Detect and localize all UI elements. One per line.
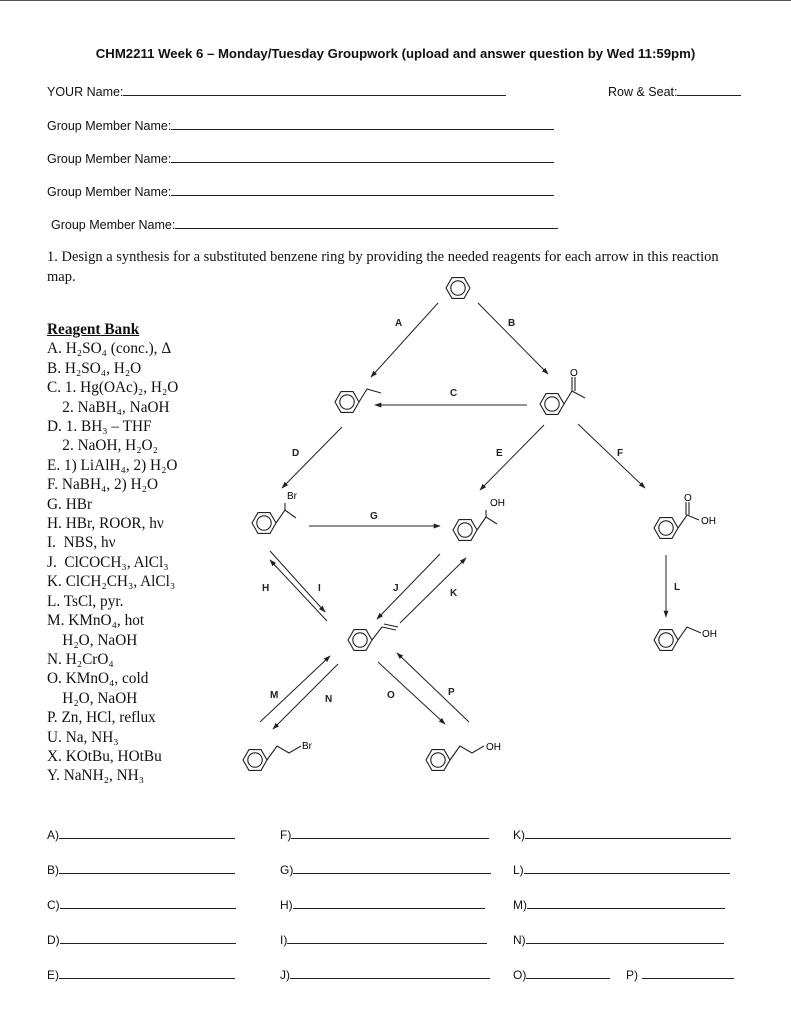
answer-label: A)	[47, 828, 59, 842]
arrow-i	[270, 551, 325, 612]
answer-label: E)	[47, 968, 59, 982]
answer-line[interactable]	[59, 966, 235, 979]
atom-label: O	[684, 493, 692, 504]
map-label-a: A	[395, 318, 403, 329]
answer-line[interactable]	[293, 896, 485, 909]
row-seat-label: Row & Seat:	[608, 85, 678, 99]
styrene-structure	[348, 624, 398, 650]
atom-label: OH	[702, 629, 717, 640]
arrow-e	[480, 425, 544, 490]
answer-j[interactable]	[280, 966, 490, 982]
map-label-o: O	[387, 690, 395, 701]
group-member-label: Group Member Name:	[47, 185, 172, 199]
reagent-item: E. 1) LiAlH₄, 2) H₂O	[47, 456, 178, 474]
benzene-structure	[446, 278, 470, 299]
benzoic-acid-structure	[654, 502, 699, 538]
reagent-item: M. KMnO₄, hot	[47, 612, 145, 630]
answer-h[interactable]	[280, 896, 485, 912]
answer-line[interactable]	[525, 826, 731, 839]
answer-line[interactable]	[642, 966, 734, 979]
reagent-item: B. H₂SO₄, H₂O	[47, 359, 142, 377]
answer-label: L)	[513, 863, 524, 877]
reagent-item: G. HBr	[47, 495, 93, 513]
answer-line[interactable]	[59, 826, 235, 839]
reagent-item: A. H₂SO₄ (conc.), Δ	[47, 340, 172, 358]
map-label-k: K	[450, 588, 458, 599]
atom-label: OH	[701, 516, 716, 527]
arrow-f	[578, 424, 645, 488]
arrow-d	[282, 427, 342, 488]
map-label-i: I	[318, 583, 321, 594]
reagent-item: L. TsCl, pyr.	[47, 592, 124, 610]
answer-label: M)	[513, 898, 527, 912]
answer-line[interactable]	[60, 931, 236, 944]
answer-m[interactable]	[513, 896, 725, 912]
reagent-item: K. ClCH₂CH₃, AlCl₃	[47, 573, 176, 591]
answer-label: K)	[513, 828, 525, 842]
reagent-item: H. HBr, ROOR, hν	[47, 515, 164, 533]
map-label-n: N	[325, 694, 333, 705]
map-label-d: D	[292, 448, 300, 459]
answer-label: C)	[47, 898, 60, 912]
arrow-p	[397, 653, 469, 722]
atom-label: O	[570, 368, 578, 379]
reagent-item: N. H₂CrO₄	[47, 650, 114, 668]
map-label-p: P	[448, 687, 455, 698]
group-member-label: Group Member Name:	[47, 152, 172, 166]
map-label-f: F	[617, 448, 624, 459]
answer-label: O)	[513, 968, 527, 982]
reagent-item: J. ClCOCH₃, AlCl₃	[47, 553, 169, 571]
acetophenone-structure	[540, 377, 585, 414]
atom-label: OH	[490, 498, 505, 509]
answer-line[interactable]	[59, 861, 235, 874]
map-label-b: B	[508, 318, 516, 329]
arrow-b	[478, 303, 548, 374]
map-label-j: J	[393, 583, 399, 594]
reagent-item: X. KOtBu, HOtBu	[47, 747, 162, 765]
reagent-item: I. NBS, hν	[47, 534, 116, 552]
answer-p[interactable]	[626, 966, 734, 982]
answer-g[interactable]	[280, 861, 491, 877]
reagent-item: O. KMnO₄, cold	[47, 670, 149, 688]
atom-label: OH	[486, 742, 501, 753]
answer-line[interactable]	[290, 966, 490, 979]
map-label-e: E	[496, 448, 503, 459]
reagent-item: 2. NaOH, H₂O₂	[47, 437, 158, 455]
answer-b[interactable]	[47, 861, 235, 877]
answer-c[interactable]	[47, 896, 236, 912]
map-label-l: L	[674, 582, 681, 593]
answer-line[interactable]	[293, 861, 491, 874]
map-label-m: M	[270, 690, 279, 701]
answer-label: D)	[47, 933, 60, 947]
arrow-m	[260, 656, 333, 722]
reagent-bank-heading: Reagent Bank	[47, 321, 140, 338]
reagent-item: Y. NaNH₂, NH₃	[47, 767, 145, 785]
reagent-item: P. Zn, HCl, reflux	[47, 709, 156, 727]
answer-l[interactable]	[513, 861, 730, 877]
answer-line[interactable]	[526, 931, 724, 944]
answer-k[interactable]	[513, 826, 731, 842]
answer-label: F)	[280, 828, 292, 842]
arrow-j	[377, 554, 440, 619]
question-text: 1. Design a synthesis for a substituted benzene ring by providing the needed reagents for each arrow in this reaction map.	[47, 249, 719, 285]
page-title: CHM2211 Week 6 – Monday/Tuesday Groupwork (upload and answer question by Wed 11:59pm)	[95, 46, 696, 61]
answer-f[interactable]	[280, 826, 489, 842]
answer-label: P)	[626, 968, 638, 982]
arrow-a	[371, 303, 438, 377]
answer-line[interactable]	[287, 931, 487, 944]
reagent-item: F. NaBH₄, 2) H₂O	[47, 476, 158, 494]
answer-label: N)	[513, 933, 526, 947]
ethylbenzene-structure	[335, 389, 381, 412]
answer-e[interactable]	[47, 966, 235, 982]
answer-label: H)	[280, 898, 293, 912]
answer-line[interactable]	[60, 896, 236, 909]
atom-label: Br	[287, 491, 297, 502]
atom-label: Br	[302, 741, 312, 752]
answer-label: B)	[47, 863, 59, 877]
map-label-g: G	[370, 511, 378, 522]
group-member-label: Group Member Name:	[47, 119, 172, 133]
phenethyl-alcohol-structure	[426, 746, 484, 770]
benzyl-alcohol-structure	[654, 627, 701, 650]
reagent-item: H₂O, NaOH	[47, 689, 138, 707]
reagent-item: C. 1. Hg(OAc)₂, H₂O	[47, 379, 179, 397]
answer-d[interactable]	[47, 931, 236, 947]
answer-a[interactable]	[47, 826, 235, 842]
bromoethylbenzene-structure	[252, 503, 296, 533]
group-member-label: Group Member Name:	[51, 218, 176, 232]
answer-line[interactable]	[527, 896, 725, 909]
answer-line[interactable]	[526, 966, 610, 979]
reagent-item: 2. NaBH₄, NaOH	[47, 398, 170, 416]
answer-o[interactable]	[513, 966, 610, 982]
your-name-label: YOUR Name:	[47, 85, 124, 99]
reagent-item: H₂O, NaOH	[47, 631, 138, 649]
map-label-c: C	[450, 388, 458, 399]
map-label-h: H	[262, 583, 270, 594]
phenethyl-bromide-structure	[243, 746, 301, 770]
answer-label: G)	[280, 863, 294, 877]
reagent-item: D. 1. BH₃ – THF	[47, 418, 152, 436]
answer-label: J)	[280, 968, 290, 982]
answer-n[interactable]	[513, 931, 724, 947]
answer-line[interactable]	[524, 861, 730, 874]
phenylethanol-structure	[453, 510, 497, 540]
answer-i[interactable]	[280, 931, 487, 947]
answer-label: I)	[280, 933, 288, 947]
reagent-item: U. Na, NH₃	[47, 728, 119, 746]
answer-line[interactable]	[291, 826, 489, 839]
